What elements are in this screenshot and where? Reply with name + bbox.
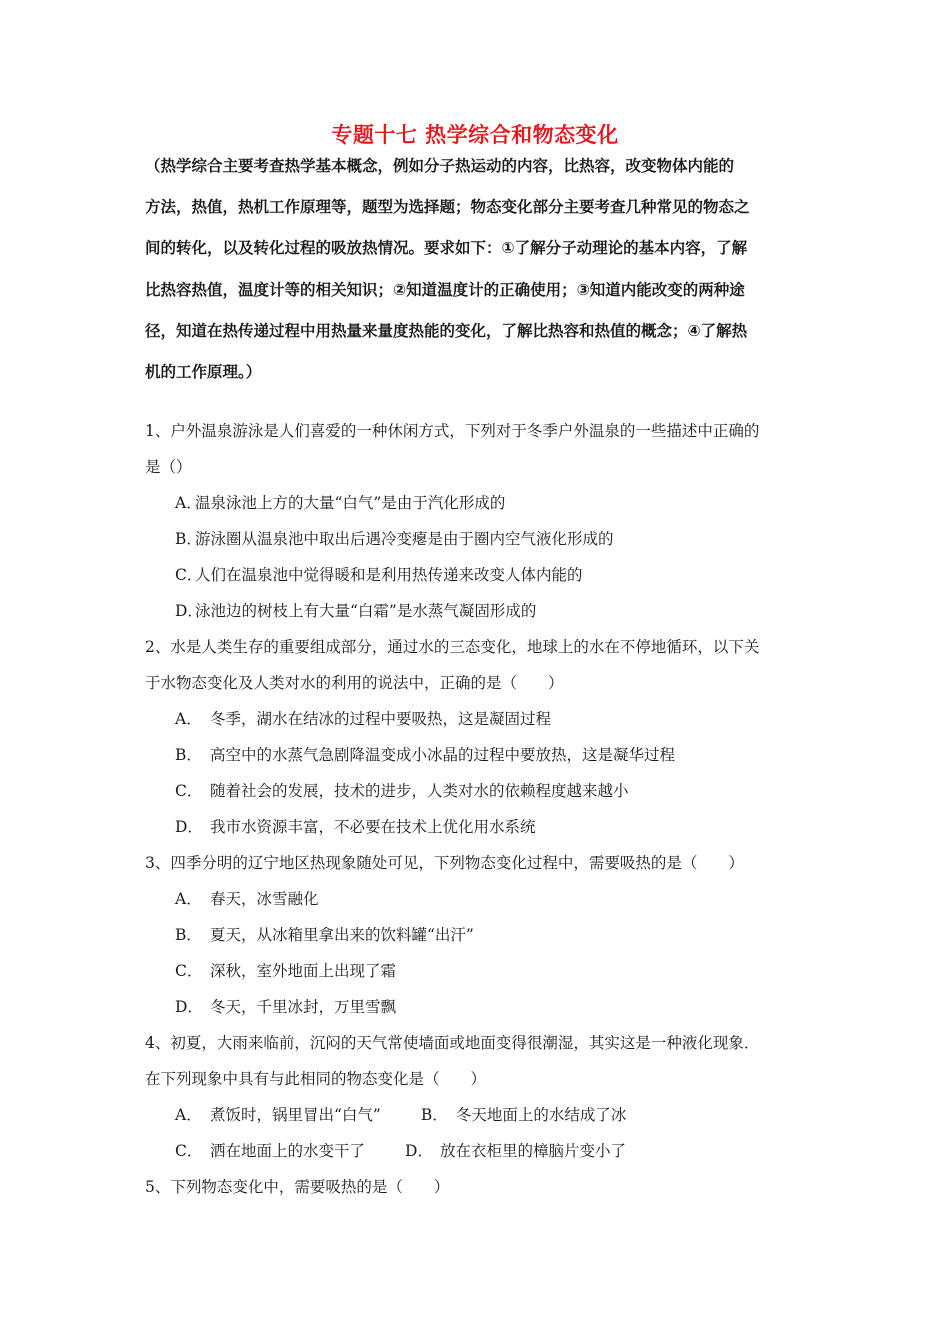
intro-line: 间的转化，以及转化过程的吸放热情况。要求如下：①了解分子动理论的基本内容，了解 (145, 239, 748, 258)
option-letter: C． (175, 962, 203, 980)
option-text: 放在衣柜里的樟脑片变小了 (440, 1142, 627, 1160)
question-1-stem-cont: 是（） (145, 458, 192, 476)
option-letter: A． (175, 890, 202, 908)
option-letter: D． (175, 602, 203, 620)
option-text: 夏天，从冰箱里拿出来的饮料罐“出汗” (210, 926, 474, 944)
question-3 (145, 845, 810, 1025)
option-text: 深秋，室外地面上出现了霜 (210, 962, 397, 980)
question-4-options-row-2 (145, 1133, 810, 1169)
question-1-option-b (145, 521, 810, 557)
question-3-stem: 3、四季分明的辽宁地区热现象随处可见，下列物态变化过程中，需要吸热的是（ ） (145, 854, 744, 872)
option-letter: B． (175, 926, 202, 944)
option-text: 煮饭时，锅里冒出“白气” (210, 1106, 381, 1124)
option-text: 游泳圈从温泉池中取出后遇冷变瘪是由于圈内空气液化形成的 (195, 530, 614, 548)
intro-line: 方法，热值，热机工作原理等，题型为选择题；物态变化部分主要考查几种常见的物态之 (145, 198, 750, 217)
question-3-option-c (145, 953, 810, 989)
option-letter: B． (175, 746, 202, 764)
intro-paragraph (145, 146, 805, 393)
option-text: 泳池边的树枝上有大量“白霜”是水蒸气凝固形成的 (195, 602, 537, 620)
option-letter: D． (175, 998, 203, 1016)
option-text: 随着社会的发展，技术的进步，人类对水的依赖程度越来越小 (210, 782, 629, 800)
question-3-option-a (145, 881, 810, 917)
question-list (145, 413, 810, 1205)
question-4-stem-cont: 在下列现象中具有与此相同的物态变化是（ ） (145, 1070, 487, 1088)
question-3-option-b (145, 917, 810, 953)
option-letter: B． (420, 1106, 448, 1124)
option-text: 洒在地面上的水变干了 (210, 1142, 366, 1160)
question-5 (145, 1169, 810, 1205)
option-text: 冬天地面上的水结成了冰 (455, 1106, 627, 1124)
question-2 (145, 629, 810, 845)
option-letter: D． (405, 1142, 433, 1160)
option-text: 冬天，千里冰封，万里雪飘 (210, 998, 397, 1016)
question-1-option-a (145, 485, 810, 521)
option-text: 人们在温泉池中觉得暖和是利用热传递来改变人体内能的 (195, 566, 583, 584)
option-letter: C． (175, 782, 203, 800)
option-letter: C． (175, 566, 203, 584)
question-2-stem: 2、水是人类生存的重要组成部分，通过水的三态变化，地球上的水在不停地循环，以下关 (145, 638, 760, 656)
question-2-option-a (145, 701, 810, 737)
question-1-option-c (145, 557, 810, 593)
intro-line: （热学综合主要考查热学基本概念，例如分子热运动的内容，比热容，改变物体内能的 (145, 157, 735, 175)
intro-line: 机的工作原理。） (145, 363, 262, 382)
question-4-stem: 4、初夏，大雨来临前，沉闷的天气常使墙面或地面变得很潮湿，其实这是一种液化现象． (145, 1034, 760, 1052)
question-3-option-d (145, 989, 810, 1025)
intro-line: 径，知道在热传递过程中用热量来量度热能的变化，了解比热容和热值的概念；④了解热 (145, 321, 748, 340)
question-2-option-b (145, 737, 810, 773)
question-2-option-d (145, 809, 810, 845)
option-text: 高空中的水蒸气急剧降温变成小冰晶的过程中要放热，这是凝华过程 (210, 746, 676, 764)
intro-line: 比热容热值，温度计等的相关知识；②知道温度计的正确使用；③知道内能改变的两种途 (145, 280, 745, 299)
option-letter: A． (175, 710, 202, 728)
question-4-options-row-1 (145, 1097, 810, 1133)
option-letter: B． (175, 530, 202, 548)
option-text: 我市水资源丰富，不必要在技术上优化用水系统 (210, 818, 536, 836)
option-letter: C． (175, 1142, 203, 1160)
option-text: 春天，冰雪融化 (210, 890, 319, 908)
question-1-stem: 1、户外温泉游泳是人们喜爱的一种休闲方式，下列对于冬季户外温泉的一些描述中正确的 (145, 422, 760, 440)
question-2-stem-cont: 于水物态变化及人类对水的利用的说法中，正确的是（ ） (145, 674, 564, 692)
option-text: 冬季，湖水在结冰的过程中要吸热，这是凝固过程 (210, 710, 552, 728)
option-letter: A． (175, 1106, 202, 1124)
option-letter: A． (175, 494, 202, 512)
option-text: 温泉泳池上方的大量“白气”是由于汽化形成的 (195, 494, 506, 512)
question-1-option-d (145, 593, 810, 629)
question-2-option-c (145, 773, 810, 809)
question-1 (145, 413, 810, 629)
question-5-stem: 5、下列物态变化中，需要吸热的是（ ） (145, 1178, 450, 1196)
option-letter: D． (175, 818, 203, 836)
document-title: 专题十七 热学综合和物态变化 (331, 123, 619, 147)
question-4 (145, 1025, 810, 1169)
